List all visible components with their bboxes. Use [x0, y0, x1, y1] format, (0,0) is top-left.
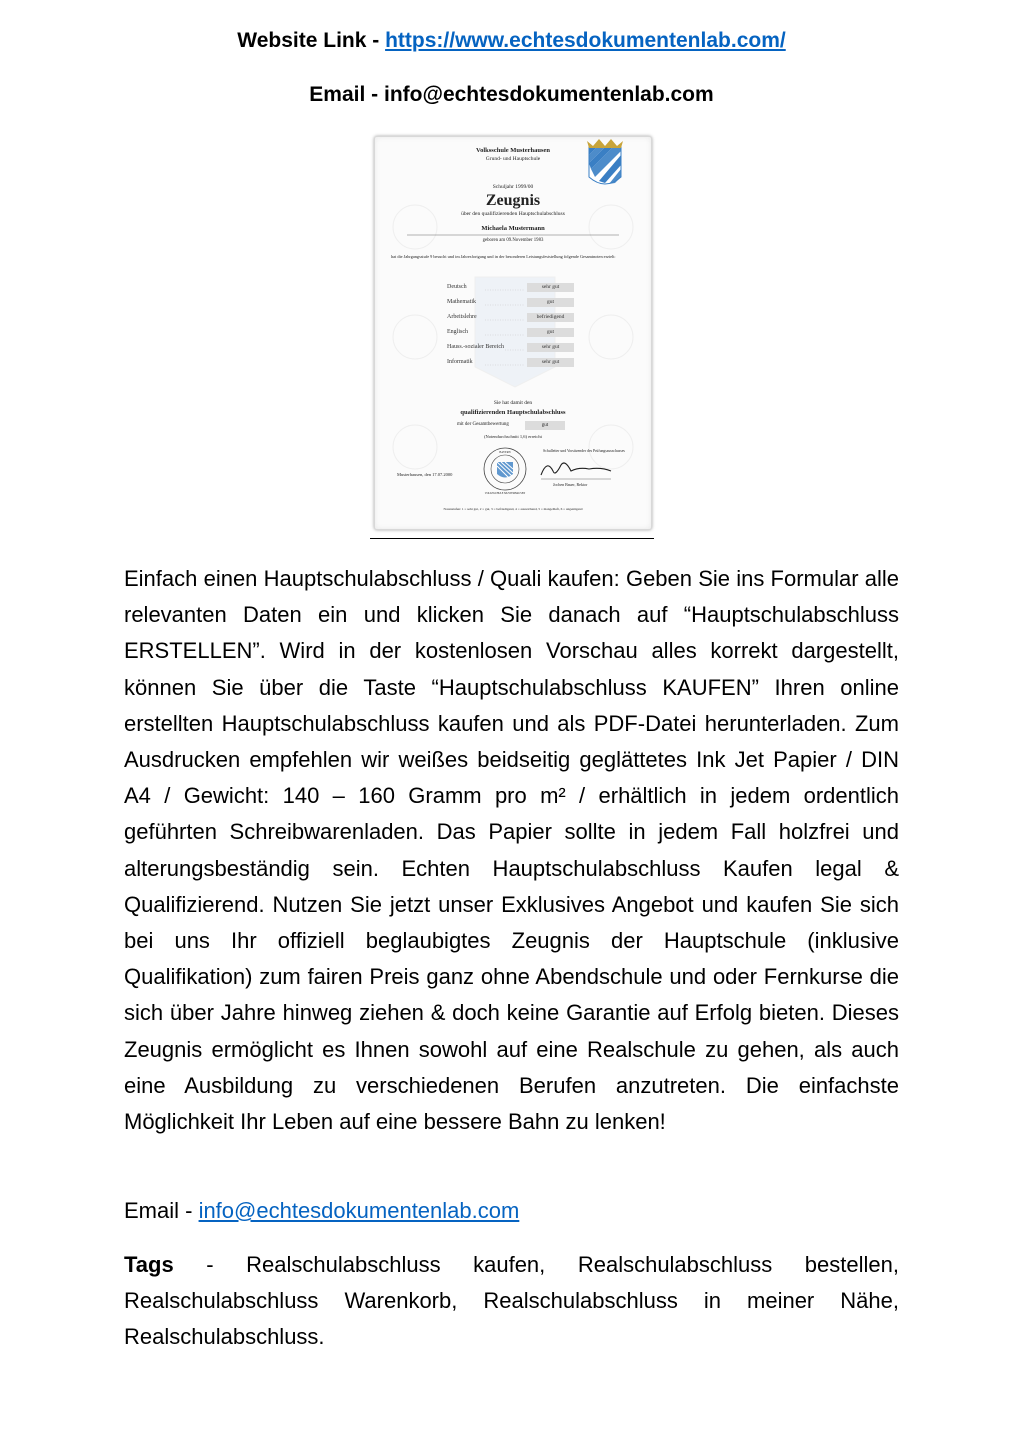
cert-signer-name: Jochen Bauer, Rektor [553, 482, 588, 487]
website-link[interactable]: https://www.echtesdokumentenlab.com/ [385, 29, 786, 52]
paragraph-text: Einfach einen Hauptschulabschluss / Quali kaufen: Geben Sie ins Formular alle relevanten Daten ein und klicken Sie danach auf “Hauptschulabschluss ERSTELLEN”. Wird in der kostenlosen Vorschau alles korrekt dargestellt, können Sie über die Taste “Hauptschulabschluss KAUFEN” Ihren online erstellten Hauptschulabschluss kaufen und als PDF-Datei herunterladen. Zum Ausdrucken empfehlen wir weißes beidseitig geglättetes Ink Jet Papier / DIN A4 / Gewicht: 140 – 160 Gramm pro m² / erhältlich in jedem ordentlich geführten Schreibwarenladen. Das Papier sollte in jedem Fall holzfrei und alterungsbeständig sein. Echten Hauptschulabschluss Kaufen legal & Qualifizierend. Nutzen Sie jetzt unser Exklusives Angebot und kaufen Sie sich bei uns Ihr offiziell beglaubigtes Zeugnis der Hauptschule (inklusive Qualifikation) zum fairen Preis ganz ohne Abendschule und oder Fernkurse die sich über Jahre hinweg ziehen & doch keine Garantie auf Erfolg bieten. Dieses Zeugnis ermöglicht es Ihnen sowohl auf eine Realschule zu gehen, als auch eine Ausbildung zu verschiedenen Berufen anzutreten. Die einfachste Möglichkeit Ihr Leben auf eine bessere Bahn zu lenken! [124, 566, 899, 1135]
grade-value: befriedigend [527, 313, 574, 322]
grade-row [375, 314, 651, 326]
cert-result-title: qualifizierenden Hauptschulabschluss [460, 409, 566, 416]
grade-value: gut [527, 298, 574, 307]
cert-subtitle: über den qualifizierenden Hauptschulabschluss [461, 211, 565, 217]
cert-overall-label: mit der Gesamtbewertung [457, 422, 509, 427]
grade-row [375, 359, 651, 371]
cert-school-sub: Grund- und Hauptschule [485, 156, 541, 162]
website-label: Website Link - [237, 29, 386, 52]
cert-result-intro: Sie hat damit den [493, 400, 533, 406]
tags-line [124, 1247, 899, 1356]
cert-signer-title: Schulleiter und Vorsitzender des Prüfungsausschusses [543, 449, 625, 453]
seal-top-text: BAYERN [499, 451, 511, 454]
grade-value: sehr gut [527, 358, 574, 367]
grade-subject: Informatik [447, 359, 473, 365]
cert-student-name: Michaela Mustermann [481, 225, 545, 232]
cert-born: geboren am 09.November 1983 [482, 238, 544, 243]
cert-intro: hat die Jahrgangsstufe 9 besucht und im Jahresfortgang und in der besonderen Leistungsfeststellung folgende Gesamtnoten erzielt: [391, 254, 616, 259]
description-paragraph [124, 561, 899, 1140]
grade-value: sehr gut [527, 283, 574, 292]
cert-school: Volksschule Musterhausen [476, 147, 550, 154]
cert-place-date: Musterhausen, den 17.07.2000 [397, 472, 453, 477]
tags-label: Tags [124, 1252, 174, 1277]
signature-icon [541, 463, 611, 475]
tags-text: - Realschulabschluss kaufen, Realschulabschluss bestellen, Realschulabschluss Warenkorb, Realschulabschluss in meiner Nähe, Realschulabschluss. [124, 1252, 899, 1350]
grade-row [375, 344, 651, 356]
grade-subject: Englisch [447, 329, 468, 335]
image-underline [370, 538, 654, 539]
grade-value: gut [527, 328, 574, 337]
grade-subject: Hauss.-sozialer Bereich [447, 344, 504, 350]
grade-row [375, 284, 651, 296]
cert-overall-grade: gut [525, 421, 565, 430]
seal-bottom-text: VOLKSSCHULE MUSTERHAUSEN [484, 492, 526, 495]
website-link-line [0, 28, 1023, 54]
cert-overall-note: (Notendurchschnitt 1,6) erreicht [484, 434, 542, 439]
official-seal-icon [484, 448, 526, 490]
grade-value: sehr gut [527, 343, 574, 352]
grade-row [375, 299, 651, 311]
grade-row [375, 329, 651, 341]
grade-subject: Deutsch [447, 284, 467, 290]
email-label: Email - [124, 1198, 199, 1223]
email-header-line: Email - info@echtesdokumentenlab.com [309, 83, 714, 106]
cert-title: Zeugnis [485, 192, 541, 209]
grade-subject: Mathematik [447, 299, 476, 305]
cert-footer-note: Notenstufen: 1 = sehr gut, 2 = gut, 3 = befriedigend, 4 = ausreichend, 5 = mangelhaft, 6 = ungenügend [443, 507, 583, 511]
email-line [124, 1193, 899, 1229]
certificate-image [374, 136, 652, 530]
cert-year: Schuljahr 1999/00 [492, 184, 534, 190]
email-link[interactable]: info@echtesdokumentenlab.com [198, 1198, 520, 1223]
grade-subject: Arbeitslehre [447, 314, 477, 320]
